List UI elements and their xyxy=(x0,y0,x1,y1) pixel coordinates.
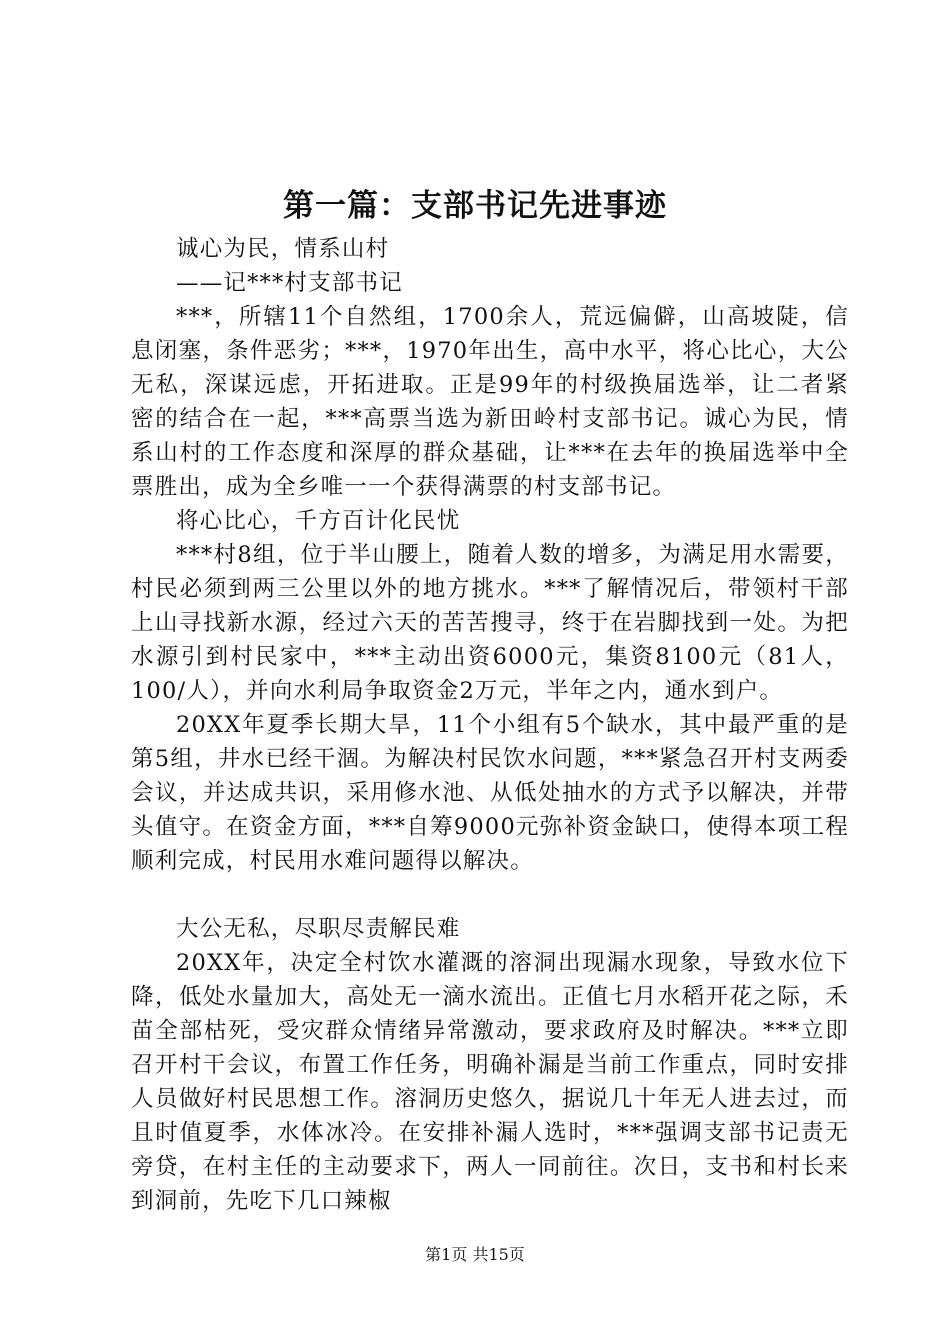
section-heading: 将心比心，千方百计化民忧 xyxy=(176,508,461,534)
section-heading: 诚心为民，情系山村 xyxy=(176,236,390,262)
section-heading: 大公无私，尽职尽责解民难 xyxy=(176,916,461,942)
body-paragraph: ***村8组，位于半山腰上，随着人数的增多，为满足用水需要，村民必须到两三公里以外的地方挑水。***了解情况后，带领村干部上山寻找新水源，经过六天的苦苦搜寻，终于在岩脚找到一处。为把水源引到村民家中，***主动出资6000元，集资8100元（81人，100/人），并向水利局争取资金2万元，半年之内，通水到户。 xyxy=(131,542,849,704)
document-title: 第一篇：支部书记先进事迹 xyxy=(283,188,667,224)
body-paragraph: 20XX年，决定全村饮水灌溉的溶洞出现漏水现象，导致水位下降，低处水量加大，高处无一滴水流出。正值七月水稻开花之际，禾苗全部枯死，受灾群众情绪异常激动，要求政府及时解决。***立即召开村干会议，布置工作任务，明确补漏是当前工作重点，同时安排人员做好村民思想工作。溶洞历史悠久，据说几十年无人进去过，而且时值夏季，水体冰冷。在安排补漏人选时，***强调支部书记责无旁贷，在村主任的主动要求下，两人一同前往。次日，支书和村长来到洞前，先吃下几口辣椒 xyxy=(131,950,849,1214)
body-paragraph: 20XX年夏季长期大旱，11个小组有5个缺水，其中最严重的是第5组，井水已经干涸。为解决村民饮水问题，***紧急召开村支两委会议，并达成共识，采用修水池、从低处抽水的方式予以解决，并带头值守。在资金方面，***自筹9000元弥补资金缺口，使得本项工程顺利完成，村民用水难问题得以解决。 xyxy=(131,712,849,874)
page-footer: 第1页 共15页 xyxy=(425,1245,525,1264)
document-body xyxy=(131,232,849,1218)
body-paragraph: ***，所辖11个自然组，1700余人，荒远偏僻，山高坡陡，信息闭塞，条件恶劣；***，1970年出生，高中水平，将心比心，大公无私，深谋远虑，开拓进取。正是99年的村级换届选举，让二者紧密的结合在一起，***高票当选为新田岭村支部书记。诚心为民，情系山村的工作态度和深厚的群众基础，让***在去年的换届选举中全票胜出，成为全乡唯一一个获得满票的村支部书记。 xyxy=(131,304,849,500)
subtitle-line: ——记***村支部书记 xyxy=(176,270,403,296)
